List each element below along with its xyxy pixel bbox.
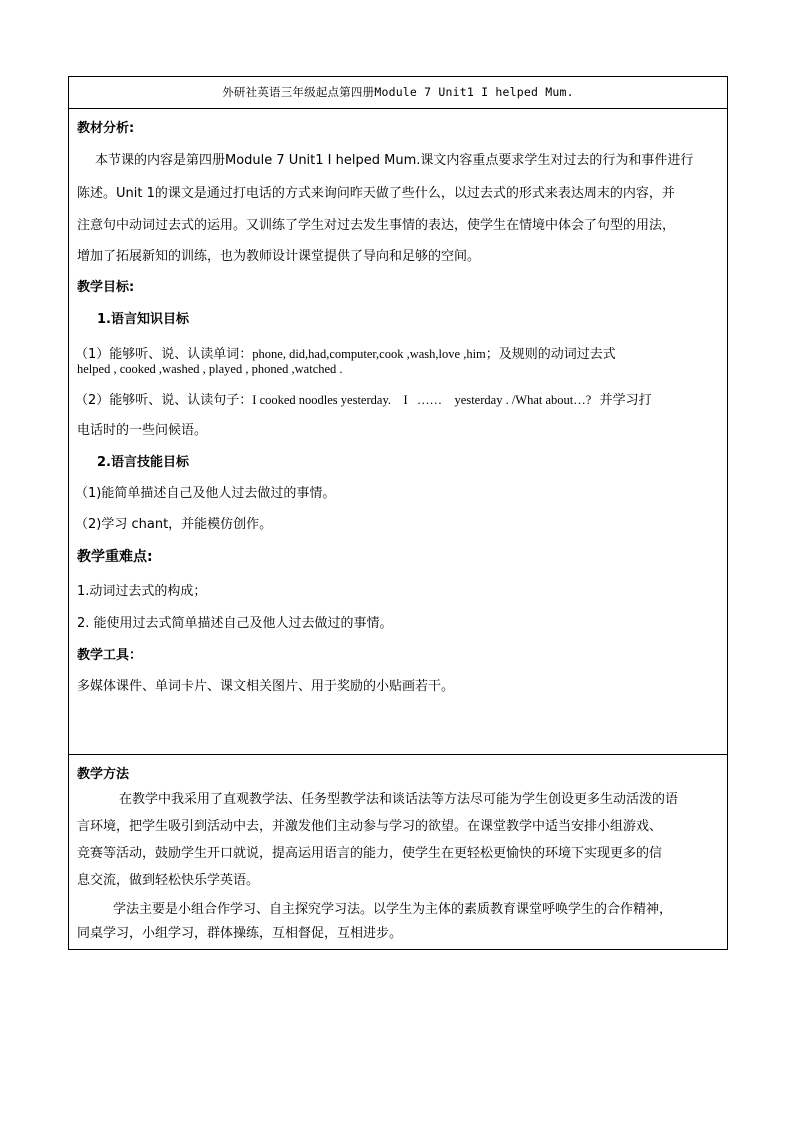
methods-cell	[69, 755, 727, 949]
methods-line: 学法主要是小组合作学习、自主探究学习法。以学生为主体的素质教育课堂呼唤学生的合作精神，	[113, 902, 673, 917]
lesson-plan-table	[68, 76, 728, 950]
item-2-suffix: 并学习打	[591, 393, 652, 408]
key-point-item: 1.动词过去式的构成；	[77, 584, 207, 599]
methods-line: 言环境，把学生吸引到活动中去，并激发他们主动参与学习的欲望。在课堂教学中适当安排小组游戏、	[77, 819, 663, 834]
methods-line: 息交流，做到轻松快乐学英语。	[77, 873, 260, 888]
lesson-content-cell	[69, 109, 727, 755]
tools-text: 多媒体课件、单词卡片、课文相关图片、用于奖励的小贴画若干。	[77, 679, 455, 694]
knowledge-item-1-cont: helped , cooked ,washed , played , phoned ,watched .	[77, 362, 343, 376]
methods-line: 竞赛等活动，鼓励学生开口就说，提高运用语言的能力，使学生在更轻松更愉快的环境下实现更多的信	[77, 846, 663, 861]
analysis-line: 本节课的内容是第四册Module 7 Unit1 I helped Mum.课文内容重点要求学生对过去的行为和事件进行	[95, 153, 694, 168]
analysis-line: 陈述。Unit 1的课文是通过打电话的方式来询问昨天做了些什么，以过去式的形式来表达周末的内容，并	[77, 186, 675, 201]
knowledge-item-2	[75, 389, 719, 408]
analysis-line: 注意句中动词过去式的运用。又训练了学生对过去发生事情的表达，使学生在情境中体会了句型的用法，	[77, 218, 676, 233]
document-title: 外研社英语三年级起点第四册Module 7 Unit1 I helped Mum.	[69, 77, 727, 109]
knowledge-item-2-cont: 电话时的一些问候语。	[77, 423, 208, 438]
item-1-suffix: ；及规则的动词过去式	[485, 347, 616, 362]
skill-goal-heading: 2.语言技能目标	[97, 455, 189, 470]
skill-item: （2)学习 chant，并能模仿创作。	[75, 517, 273, 532]
methods-line: 同桌学习，小组学习，群体操练，互相督促，互相进步。	[77, 926, 403, 941]
item-1-words: phone, did,had,computer,cook ,wash,love ,him	[252, 347, 486, 361]
skill-item: （1)能简单描述自己及他人过去做过的事情。	[75, 486, 336, 501]
methods-line: 在教学中我采用了直观教学法、任务型教学法和谈话法等方法尽可能为学生创设更多生动活泼的语	[119, 792, 679, 807]
analysis-line: 增加了拓展新知的训练，也为教师设计课堂提供了导向和足够的空间。	[77, 249, 481, 264]
key-point-item: 2. 能使用过去式简单描述自己及他人过去做过的事情。	[77, 616, 393, 631]
knowledge-item-1	[75, 343, 719, 362]
methods-heading: 教学方法	[77, 767, 130, 782]
goals-heading: 教学目标:	[77, 280, 135, 295]
key-points-heading: 教学重难点:	[77, 549, 153, 565]
item-2-prefix: （2）能够听、说、认读句子：	[75, 393, 253, 408]
item-2-sentences: I cooked noodles yesterday. I …… yesterday . /What about…?	[252, 393, 592, 407]
tools-heading: 教学工具：	[77, 648, 143, 663]
item-1-prefix: （1）能够听、说、认读单词：	[75, 347, 253, 362]
analysis-heading: 教材分析:	[77, 121, 135, 136]
knowledge-goal-heading: 1.语言知识目标	[97, 312, 189, 327]
